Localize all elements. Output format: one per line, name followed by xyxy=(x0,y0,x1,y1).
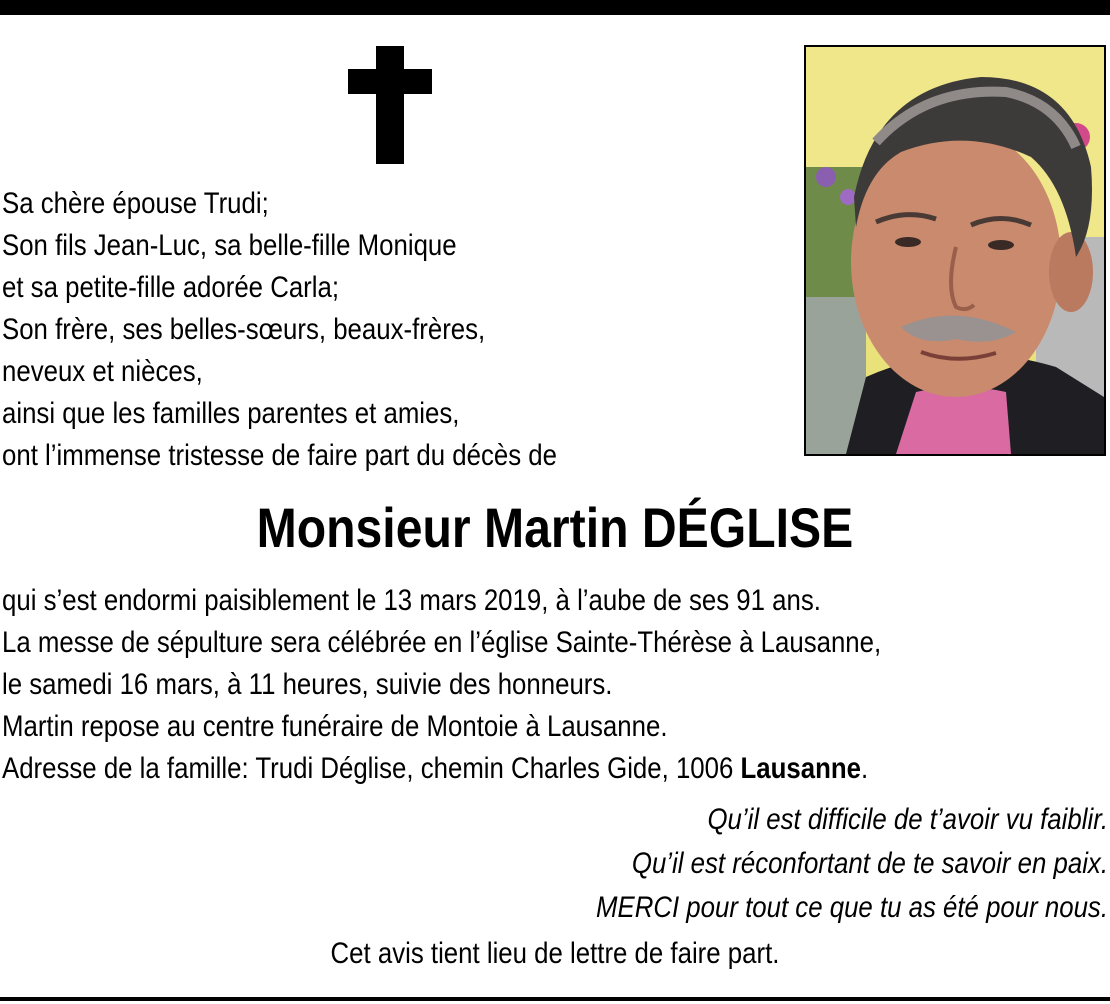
family-line: ont l’immense tristesse de faire part du décès de xyxy=(2,439,557,472)
deceased-name xyxy=(0,492,1110,564)
death-details xyxy=(2,580,1110,790)
family-address xyxy=(2,748,955,790)
verse-line: Qu’il est réconfortant de te savoir en paix. xyxy=(631,847,1108,880)
bottom-rule xyxy=(0,997,1110,1001)
closing-note xyxy=(0,932,1110,976)
deceased-name-text: Monsieur Martin DÉGLISE xyxy=(256,496,854,559)
family-line: ainsi que les familles parentes et amies, xyxy=(2,397,460,430)
family-announcement xyxy=(2,183,782,477)
detail-line: le samedi 16 mars, à 11 heures, suivie des honneurs. xyxy=(2,668,613,701)
address-prefix: Adresse de la famille: Trudi Déglise, chemin Charles Gide, 1006 xyxy=(2,752,741,785)
cross-icon xyxy=(348,46,432,164)
family-line: et sa petite-fille adorée Carla; xyxy=(2,271,340,304)
family-line: Son fils Jean-Luc, sa belle-fille Monique xyxy=(2,229,457,262)
portrait-photo xyxy=(804,45,1106,456)
farewell-verse xyxy=(308,798,1108,930)
family-line: Sa chère épouse Trudi; xyxy=(2,187,269,220)
verse-line: MERCI pour tout ce que tu as été pour nous. xyxy=(596,891,1108,924)
closing-text: Cet avis tient lieu de lettre de faire part. xyxy=(330,937,780,970)
family-line: neveux et nièces, xyxy=(2,355,203,388)
family-line: Son frère, ses belles-sœurs, beaux-frères, xyxy=(2,313,486,346)
detail-line: qui s’est endormi paisiblement le 13 mars 2019, à l’aube de ses 91 ans. xyxy=(2,584,821,617)
address-city: Lausanne xyxy=(740,752,861,785)
detail-line: La messe de sépulture sera célébrée en l’église Sainte-Thérèse à Lausanne, xyxy=(2,626,882,659)
address-suffix: . xyxy=(860,752,869,785)
verse-line: Qu’il est difficile de t’avoir vu faiblir. xyxy=(707,803,1108,836)
top-rule xyxy=(0,0,1110,15)
detail-line: Martin repose au centre funéraire de Montoie à Lausanne. xyxy=(2,710,668,743)
